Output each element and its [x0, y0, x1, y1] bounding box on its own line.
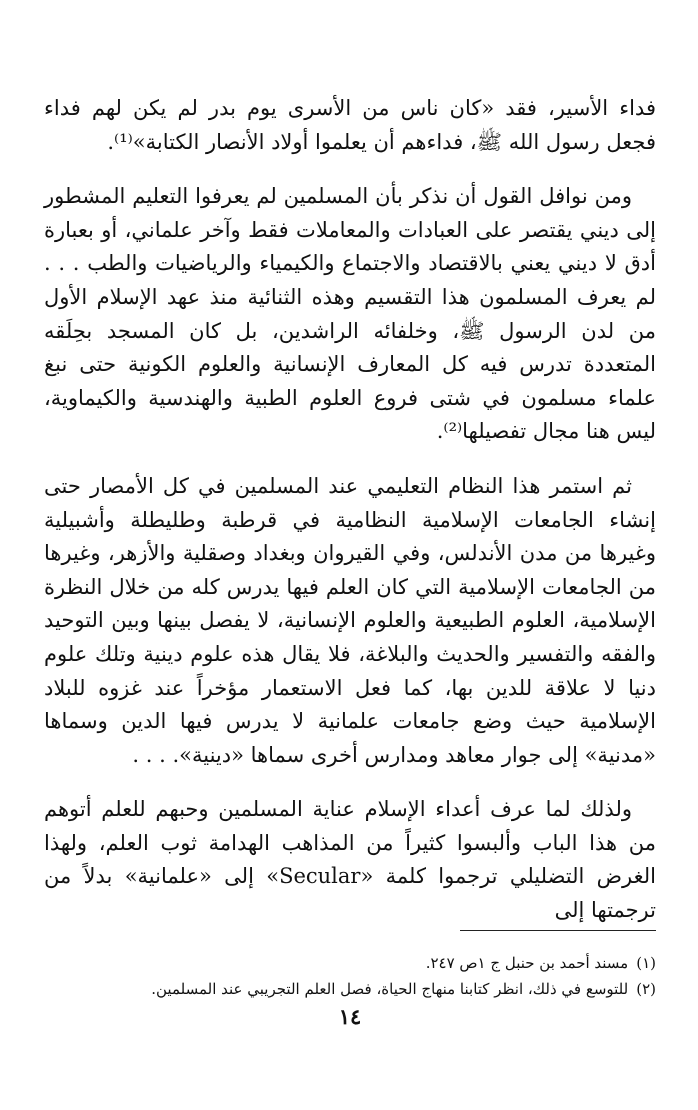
- book-page: [44, 92, 656, 1092]
- paragraph-2: ومن نوافل القول أن نذكر بأن المسلمين لم يعرفوا التعليم المشطور إلى ديني يقتصر على العبادات والمعاملات فقط وآخر علماني، أو بعبارة أدق لا ديني يعني بالاقتصاد والاجتماع والكيمياء والرياضيات والطب . . . لم يعرف المسلمون هذا التقسيم وهذه الثنائية منذ عهد الإسلام الأول من لدن الرسول ﷺ، وخلفائه الراشدين، بل كان المسجد بحِلَقه المتعددة تدرس فيه كل المعارف الإنسانية والعلوم الكونية حتى نبغ علماء مسلمون في شتى فروع العلوم الطبية والهندسية والكيماوية، ليس هنا مجال تفصيلها⁽²⁾.: [44, 184, 656, 444]
- main-text: [44, 92, 656, 928]
- paragraph-3: ثم استمر هذا النظام التعليمي عند المسلمين في كل الأمصار حتى إنشاء الجامعات الإسلامية النظامية في قرطبة وطليطلة وأشبيلية وغيرها من مدن الأندلس، وفي القيروان وبغداد وصقلية والأزهر، وغيرها من الجامعات الإسلامية التي كان العلم فيها يدرس كله من خلال النظرة الإسلامية، العلوم الطبيعية والعلوم الإنسانية، لا يفصل بينها وبين التوحيد والفقه والتفسير والحديث والبلاغة، فلا يقال هذه علوم دينية وتلك علوم دنيا لا علاقة للدين بها، كما فعل الاستعمار مؤخراً عند غزوه للبلاد الإسلامية حيث وضع جامعات علمانية لا يدرس فيها الدين وسماها «مدنية» إلى جوار معاهد ومدارس أخرى سماها «دينية». . . .: [44, 473, 656, 767]
- footnote-2: [44, 976, 656, 1002]
- paragraph-1: فداء الأسير، فقد «كان ناس من الأسرى يوم بدر لم يكن لهم فداء فجعل رسول الله ﷺ، فداءهم أن يعلموا أولاد الأنصار الكتابة»⁽¹⁾.: [44, 96, 656, 154]
- footnote-1-text: مسند أحمد بن حنبل ج ١ص ٢٤٧.: [425, 954, 629, 972]
- footnote-2-text: للتوسع في ذلك، انظر كتابنا منهاج الحياة، فصل العلم التجريبي عند المسلمين.: [151, 980, 629, 998]
- footnotes: [44, 950, 656, 1002]
- paragraph-4: ولذلك لما عرف أعداء الإسلام عناية المسلمين وحبهم للعلم أتوهم من هذا الباب وألبسوا كثيراً من المذاهب الهدامة ثوب العلم، ولهذا الغرض التضليلي ترجموا كلمة «Secular» إلى «علمانية» بدلاً من ترجمتها إلى: [44, 797, 656, 923]
- footnote-separator: [460, 930, 656, 931]
- footnote-2-number: (٢): [636, 980, 656, 998]
- page-number: ١٤: [338, 1004, 362, 1029]
- footnote-1-number: (١): [636, 954, 656, 972]
- footnote-1: [44, 950, 656, 976]
